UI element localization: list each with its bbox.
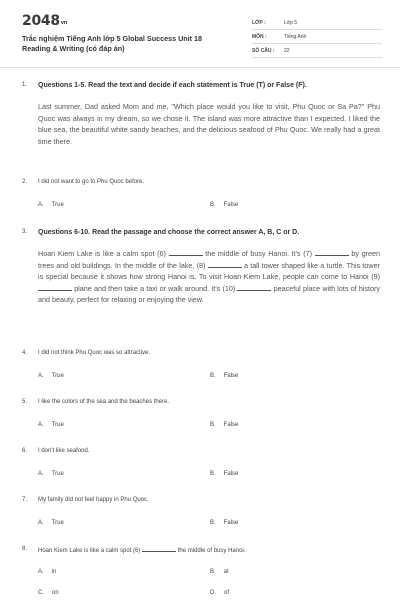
question-text: I did not want to go to Phu Quoc before.	[38, 179, 145, 185]
meta-subject: MÔN : Tiếng Anh	[252, 30, 382, 44]
option-a[interactable]: A. in	[38, 569, 57, 575]
question-number: 2.	[22, 179, 28, 185]
option-c[interactable]: C. on	[38, 590, 59, 596]
option-b[interactable]: B. False	[210, 471, 239, 477]
option-b[interactable]: B. False	[210, 373, 239, 379]
option-a[interactable]: A. True	[38, 373, 64, 379]
question-text: I like the colors of the sea and the beaches there.	[38, 399, 170, 405]
question-number: 3.	[22, 229, 28, 235]
blank-9	[38, 285, 72, 291]
question-number: 8.	[22, 546, 28, 552]
option-a[interactable]: A. True	[38, 471, 64, 477]
question-number: 1.	[22, 82, 28, 88]
header-divider	[0, 67, 400, 68]
option-b[interactable]: B. False	[210, 202, 239, 208]
meta-question-count: SỐ CÂU : 22	[252, 44, 382, 58]
blank-10	[237, 285, 271, 291]
blank-6	[169, 250, 203, 256]
option-a[interactable]: A. True	[38, 520, 64, 526]
option-a[interactable]: A. True	[38, 422, 64, 428]
blank-7	[315, 250, 349, 256]
section-heading: Questions 6-10. Read the passage and choose the correct answer A, B, C or D.	[38, 229, 300, 236]
reading-passage: Last summer, Dad asked Mom and me, "Which place would you like to visit, Phu Quoc or Sa Pa?" Phu Quoc was always in my dream, so we chose it. The island was more attractive than I expected. I liked the blue sea, the beautiful white sandy beaches, and the delicious seafood of Phu Quoc. We really had a great time there.	[38, 102, 380, 146]
blank-6	[142, 546, 176, 552]
option-b[interactable]: B. False	[210, 520, 239, 526]
section-heading: Questions 1-5. Read the text and decide if each statement is True (T) or False (F).	[38, 82, 307, 89]
site-logo[interactable]: $2048_{vn}$	[22, 13, 67, 29]
question-number: 4.	[22, 350, 28, 356]
meta-class: LỚP : Lớp 5	[252, 16, 382, 30]
option-b[interactable]: B. False	[210, 422, 239, 428]
question-text: I did not think Phu Quoc was so attractive.	[38, 350, 151, 356]
cloze-passage: Hoan Kiem Lake is like a calm spot (6) the middle of busy Hanoi. It's (7) by green trees and old buildings. In the middle of the lake, (8) a tall tower shaped like a turtle. This tower is special because it shows how strong Hanoi is. To visit Hoan Kiem Lake, people can come to Hanoi (9) plane and then take a taxi or walk around. It's (10) peaceful place with lots of history and beauty, perfect for relaxing or enjoying the view.	[38, 249, 381, 305]
page-header	[0, 0, 400, 66]
option-b[interactable]: B. at	[210, 569, 229, 575]
page-title: Trắc nghiệm Tiếng Anh lớp 5 Global Success Unit 18 Reading & Writing (có đáp án)	[22, 34, 203, 53]
option-a[interactable]: A. True	[38, 202, 64, 208]
question-text: Hoan Kiem Lake is like a calm spot (6) the middle of busy Hanoi.	[38, 548, 246, 554]
question-number: 5.	[22, 399, 28, 405]
option-d[interactable]: D. of	[210, 590, 230, 596]
question-text: My family did not feel happy in Phu Quoc.	[38, 497, 149, 503]
question-number: 7.	[22, 497, 28, 503]
blank-8	[208, 262, 242, 268]
question-text: I don't like seafood.	[38, 448, 90, 454]
question-number: 6.	[22, 448, 28, 454]
quiz-meta	[252, 16, 382, 58]
